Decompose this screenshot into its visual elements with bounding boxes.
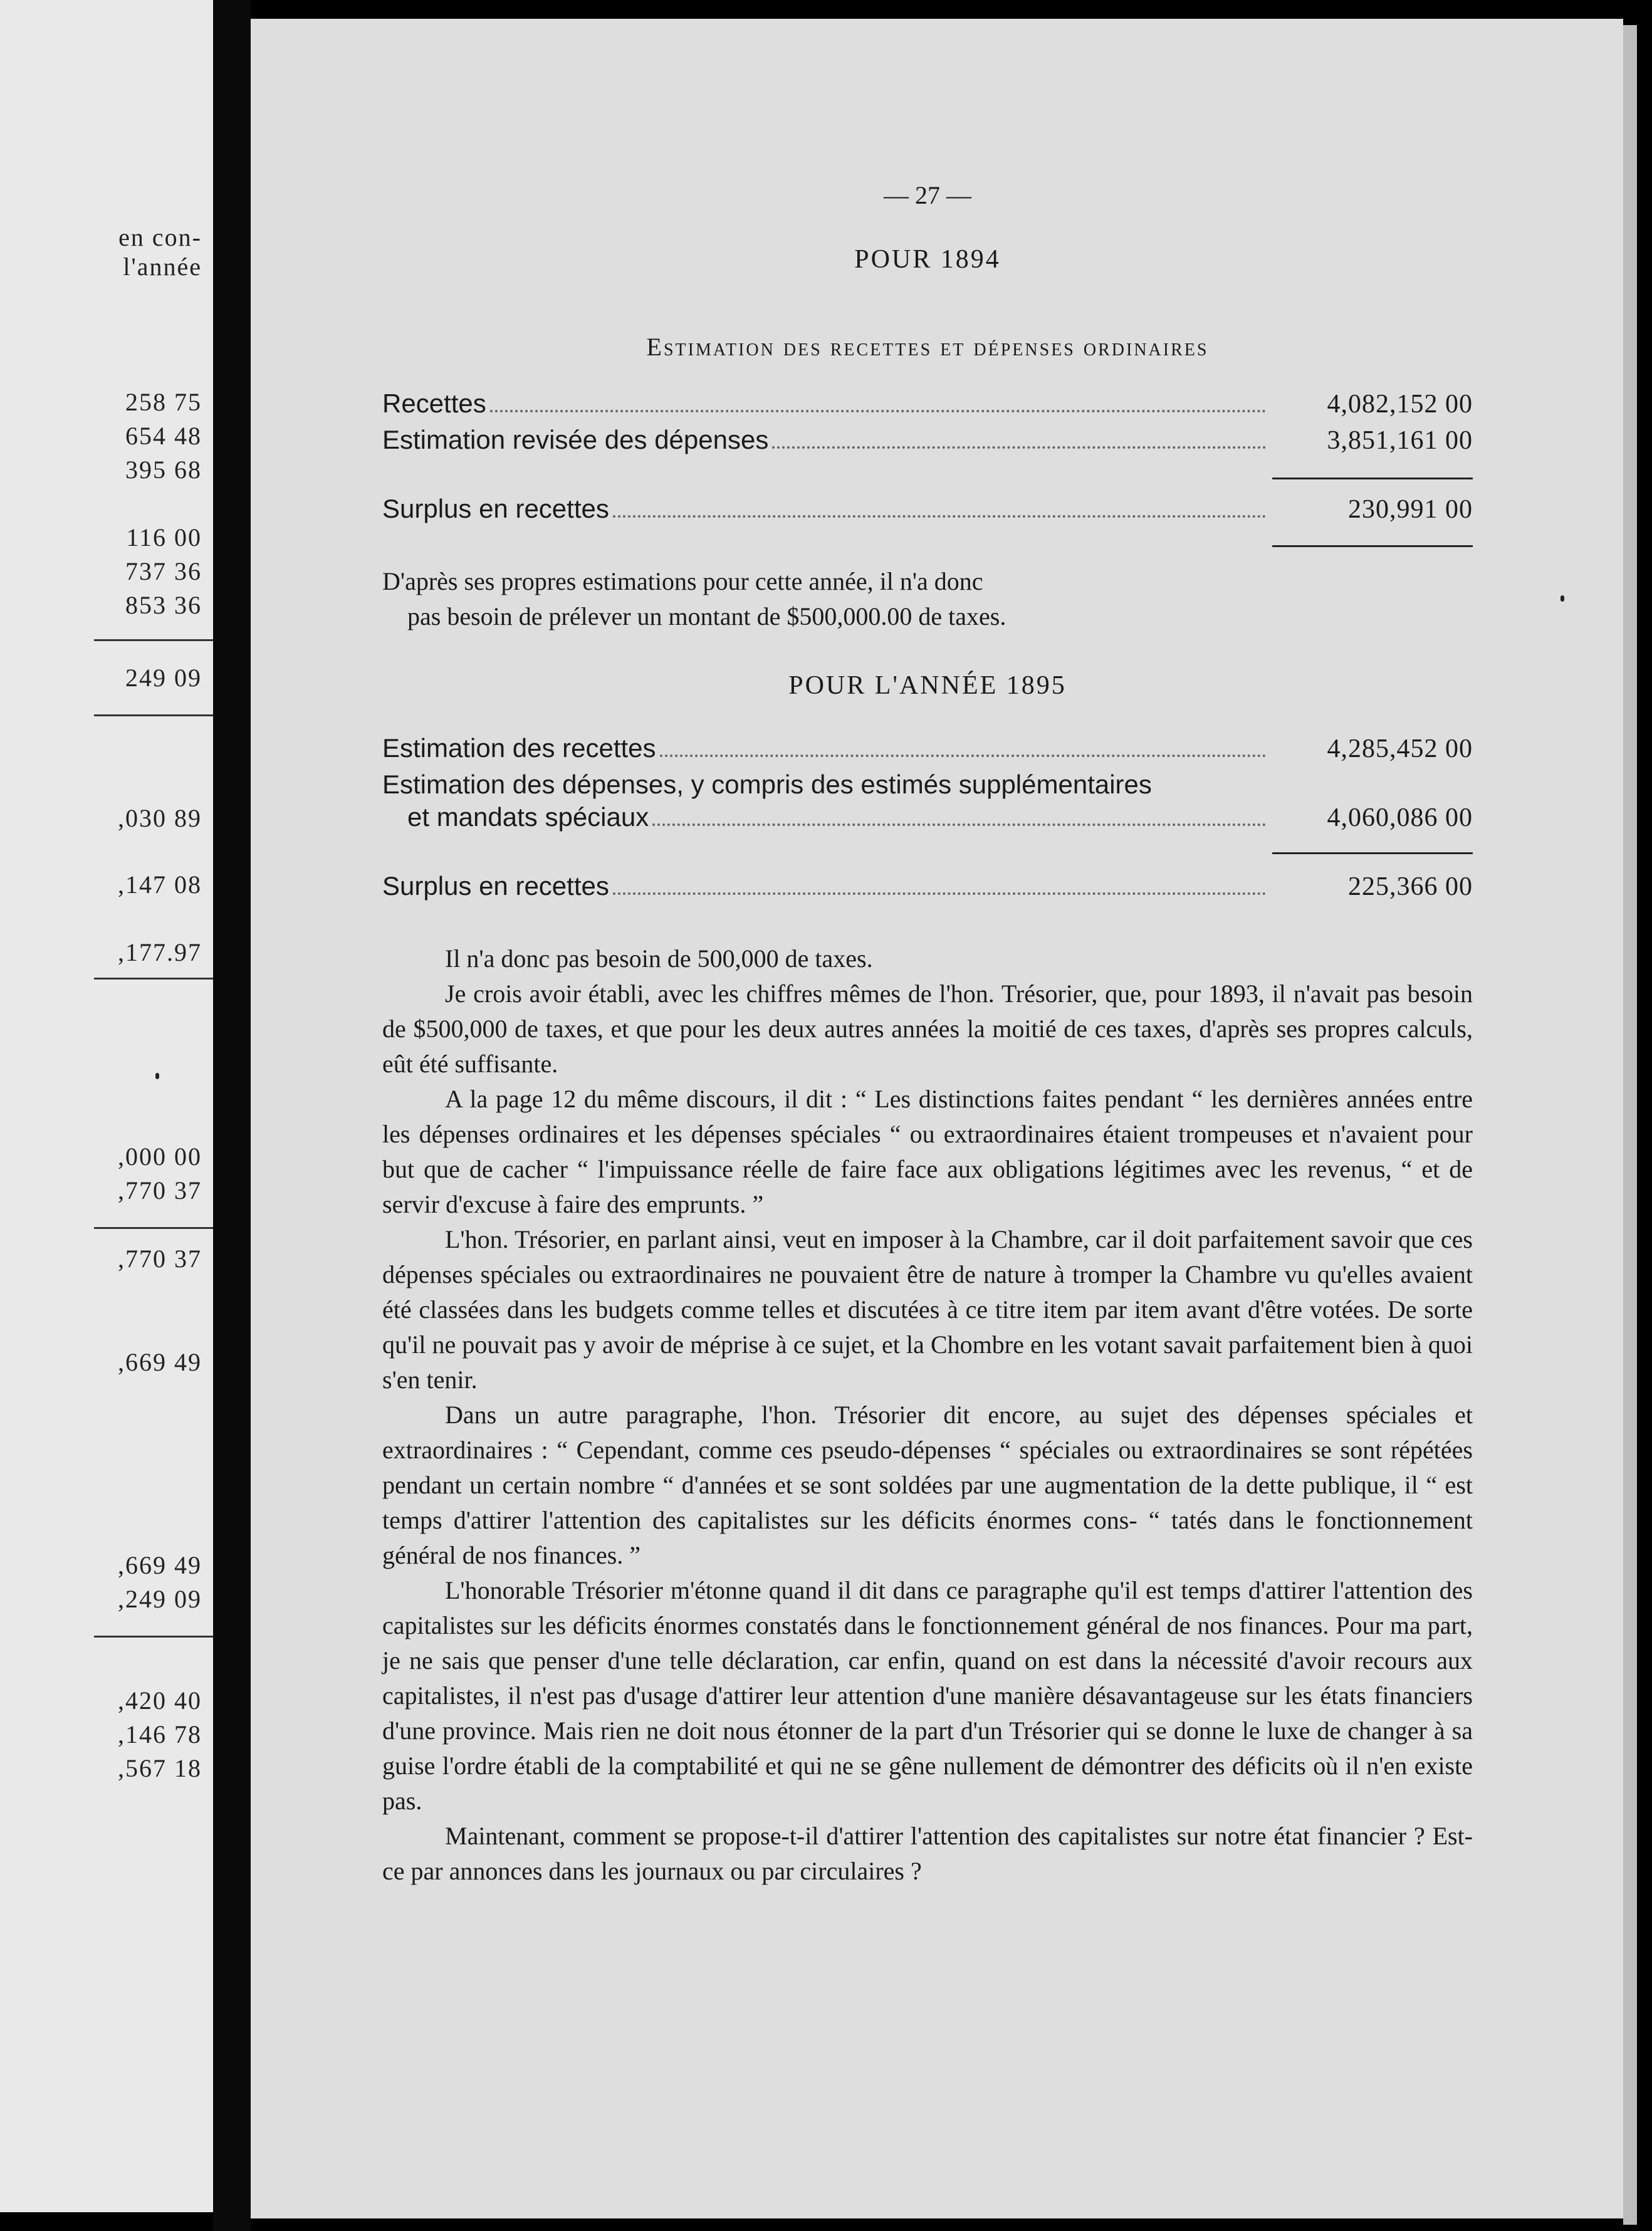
- paragraph: L'honorable Trésorier m'étonne quand il dit dans ce paragraphe qu'il est temps d'attirer l'attention des capitalistes sur les déficits énormes constatés dans le fonctionnement général de nos finances. Pour ma part, je ne sais que penser d'une telle déclaration, car enfin, quand on est dans la nécessité d'avoir recours aux capitalistes, il n'est pas d'usage d'attirer leur attention d'une manière désavantageuse sur les états financiers d'une province. Mais rien ne doit nous étonner de la part d'un Trésorier qui se donne le luxe de changer à sa guise l'ordre établi de la comptabilité et qui ne se gêne nullement de démontrer des déficits où il n'en existe pas.: [382, 1576, 1473, 1815]
- left-line: 116 00: [126, 523, 202, 551]
- left-line: ,030 89: [118, 804, 202, 832]
- left-line: 853 36: [125, 591, 202, 619]
- paragraph: Je crois avoir établi, avec les chiffres mêmes de l'hon. Trésorier, que, pour 1893, il n'avait pas besoin de $500,000 de taxes, et que pour les deux autres années la moitié de ces taxes, d'après ses propres calculs, eût été suffisante.: [382, 980, 1473, 1078]
- leader-dots: [772, 446, 1266, 449]
- row-label: Surplus en recettes: [382, 494, 609, 523]
- paragraph: Dans un autre paragraphe, l'hon. Trésorier dit encore, au sujet des dépenses spéciales et extraordinaires : “ Cependant, comme ces pseudo-dépenses “ spéciales ou extraordinaires se sont répétées pendant un certain nombre “ d'années et se sont soldées par une augmentation de la dette publique, il “ est temps d'attirer l'attention des capitalistes sur les déficits énormes cons- “ tatés dans le fonctionnement général de nos finances. ”: [382, 1401, 1473, 1569]
- row-depenses-1895: [382, 802, 1473, 837]
- left-rule: [94, 1636, 213, 1638]
- sum-rule: [1272, 852, 1473, 854]
- row-surplus-1895: [382, 871, 1473, 906]
- page-edge: [1623, 25, 1637, 2225]
- page-number: — 27 —: [884, 181, 971, 209]
- left-line: 249 09: [125, 664, 202, 692]
- left-line: 258 75: [125, 388, 202, 416]
- dust-speck: [1561, 595, 1564, 602]
- left-line: ,669 49: [118, 1348, 202, 1376]
- left-line: ,669 49: [118, 1551, 202, 1579]
- row-surplus-1894: [382, 494, 1473, 529]
- row-value: 4,060,086 00: [1327, 803, 1473, 832]
- depenses-label-line1: Estimation des dépenses, y compris des estimés supplémentaires: [382, 770, 1152, 799]
- left-line: ,770 37: [118, 1245, 202, 1273]
- dust-speck: [155, 1073, 159, 1079]
- row-value: 225,366 00: [1348, 872, 1473, 901]
- book-gutter: [213, 0, 251, 2231]
- leader-dots: [613, 515, 1266, 518]
- left-line: ,770 37: [118, 1176, 202, 1204]
- left-line: ,147 08: [118, 870, 202, 899]
- leader-dots: [660, 755, 1266, 757]
- left-line: ,249 09: [118, 1585, 202, 1613]
- paragraph: L'hon. Trésorier, en parlant ainsi, veut en imposer à la Chambre, car il doit parfaitement savoir que ces dépenses spéciales ou extraordinaires ne pouvaient être de nature à tromper la Chambre vu qu'elles avaient été classées dans les budgets comme telles et discutées à ce titre item par item avant d'être votées. De sorte qu'il ne pouvait pas y avoir de méprise à ce sujet, et la Chombre en les votant savait parfaitement bien à quoi s'en tenir.: [382, 1225, 1473, 1394]
- row-depenses-1894: [382, 425, 1473, 460]
- row-label: Estimation des recettes: [382, 733, 656, 763]
- left-line: 654 48: [125, 422, 202, 450]
- note-1894: D'après ses propres estimations pour cette année, il n'a donc pas besoin de prélever un montant de $500,000.00 de taxes.: [382, 567, 1006, 630]
- total-rule: [1272, 545, 1473, 547]
- paragraph: Maintenant, comment se propose-t-il d'attirer l'attention des capitalistes sur notre état financier ? Est-ce par annonces dans les journaux ou par circulaires ?: [382, 1822, 1473, 1885]
- leader-dots: [652, 823, 1266, 826]
- left-rule: [94, 714, 213, 716]
- row-value: 230,991 00: [1348, 495, 1473, 524]
- paragraph: A la page 12 du même discours, il dit : “ Les distinctions faites pendant “ les dernières années entre les dépenses ordinaires et les dépenses spéciales “ ou extraordinaires étaient trompeuses et n'avaient pour but que de cacher “ l'impuissance réelle de faire face aux obligations légitimes avec les revenus, “ et de servir d'excuse à faire des emprunts. ”: [382, 1085, 1473, 1218]
- subheading-estimation: Estimation des recettes et dépenses ordinaires: [646, 333, 1209, 361]
- left-line: ,567 18: [118, 1754, 202, 1782]
- left-line: l'année: [123, 253, 202, 281]
- left-line: ,000 00: [118, 1142, 202, 1171]
- row-value: 3,851,161 00: [1327, 426, 1473, 455]
- left-line: 737 36: [125, 557, 202, 585]
- main-page: [251, 19, 1623, 2218]
- left-page-fragment: [0, 0, 213, 2212]
- leader-dots: [613, 892, 1266, 895]
- paragraph: Il n'a donc pas besoin de 500,000 de taxes.: [445, 944, 873, 973]
- row-recettes-1894: [382, 389, 1473, 424]
- left-rule: [94, 978, 213, 980]
- left-rule: [94, 1227, 213, 1229]
- left-line: ,146 78: [118, 1720, 202, 1748]
- row-label: et mandats spéciaux: [407, 802, 649, 832]
- left-line: ,177.97: [118, 938, 202, 966]
- sum-rule: [1272, 478, 1473, 479]
- leader-dots: [490, 410, 1266, 412]
- heading-1894: POUR 1894: [854, 245, 1001, 274]
- heading-1895: POUR L'ANNÉE 1895: [788, 671, 1067, 700]
- left-line: ,420 40: [118, 1686, 202, 1715]
- row-value: 4,285,452 00: [1327, 734, 1473, 763]
- row-value: 4,082,152 00: [1327, 390, 1473, 419]
- body-text: [382, 941, 1473, 1889]
- row-label: Surplus en recettes: [382, 871, 609, 901]
- left-line: 395 68: [125, 456, 202, 484]
- row-recettes-1895: [382, 733, 1473, 768]
- left-rule: [94, 639, 213, 641]
- left-line: en con-: [118, 223, 202, 251]
- row-label: Estimation revisée des dépenses: [382, 425, 769, 454]
- row-label: Recettes: [382, 389, 486, 418]
